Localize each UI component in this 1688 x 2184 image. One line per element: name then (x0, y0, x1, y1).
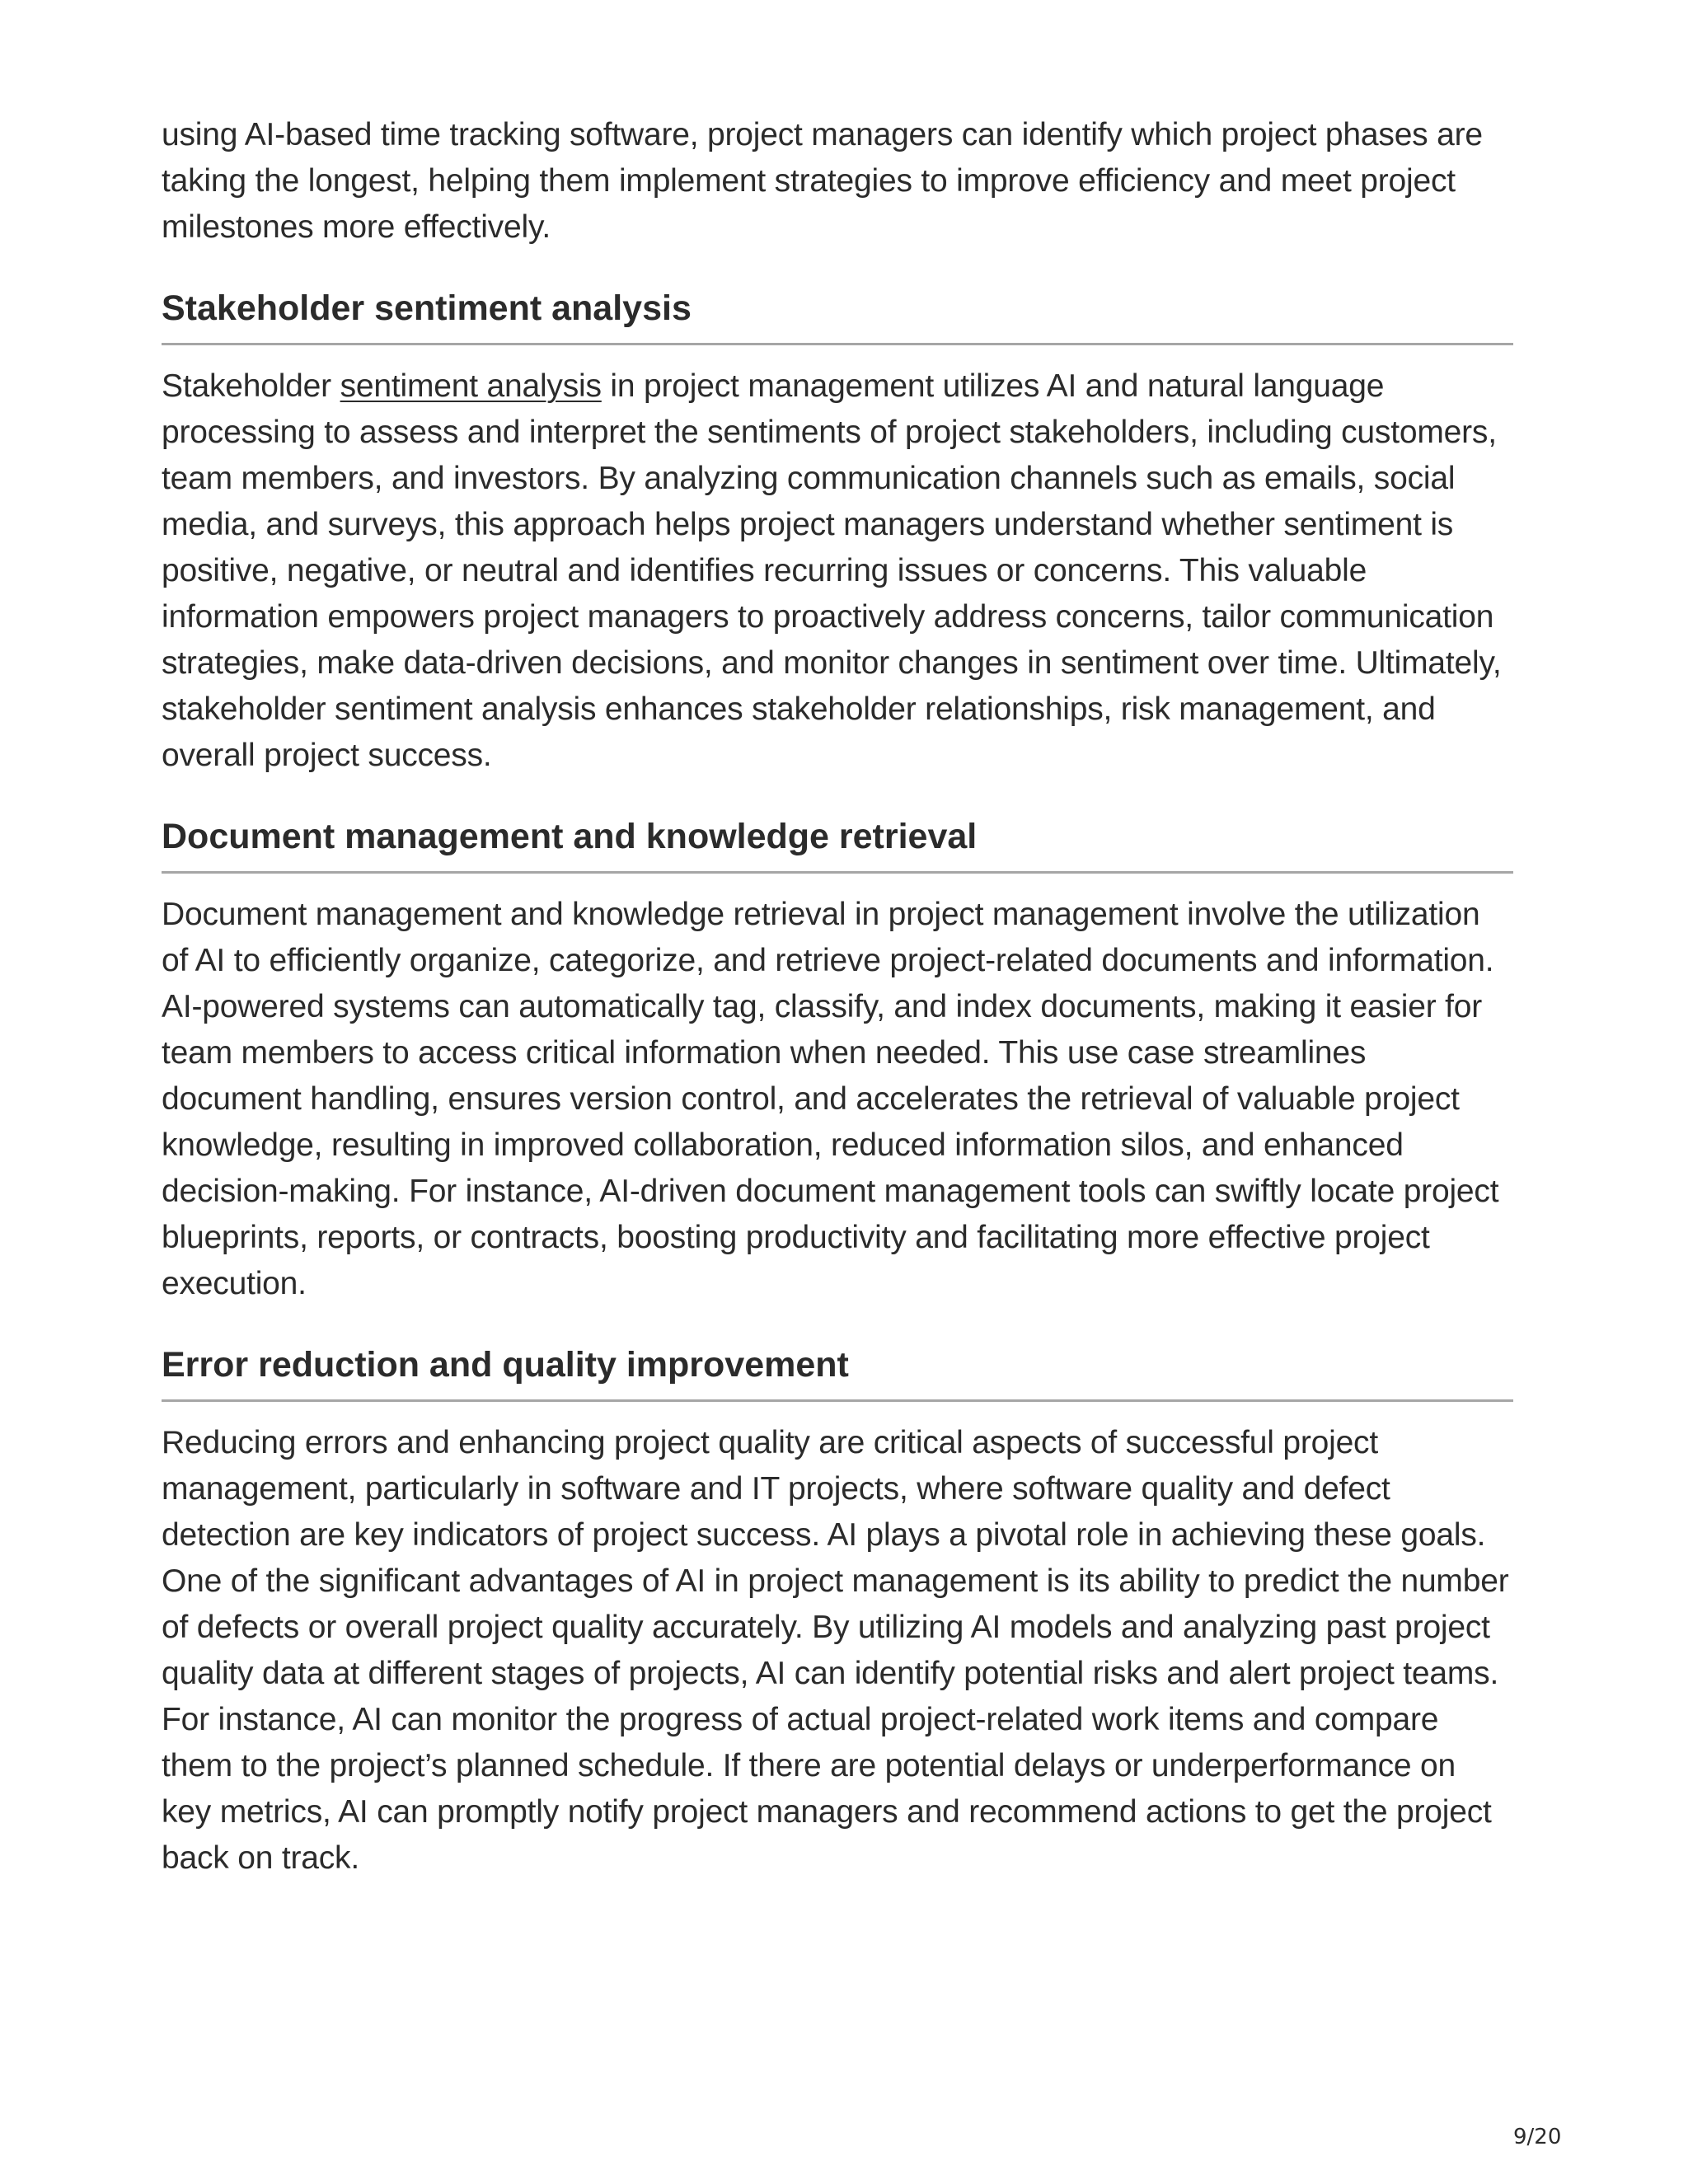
sentiment-analysis-link[interactable]: sentiment analysis (340, 368, 602, 404)
section-heading: Stakeholder sentiment analysis (162, 285, 1513, 345)
section-error-reduction (162, 1342, 1513, 1882)
section-heading: Error reduction and quality improvement (162, 1342, 1513, 1402)
section-paragraph (162, 363, 1513, 779)
page-number: 9/20 (1513, 2125, 1562, 2149)
section-paragraph: Document management and knowledge retrieval in project management involve the utilization of AI to efficiently organize, categorize, and retrieve project-related documents and information. AI-powered systems can automatically tag, classify, and index documents, making it easier for team members to access critical information when needed. This use case streamlines document handling, ensures version control, and accelerates the retrieval of valuable project knowledge, resulting in improved collaboration, reduced information silos, and enhanced decision-making. For instance, AI-driven document management tools can swiftly locate project blueprints, reports, or contracts, boosting productivity and facilitating more effective project execution. (162, 897, 1499, 1301)
intro-paragraph: using AI-based time tracking software, project managers can identify which project phases are taking the longest, helping them implement strategies to improve efficiency and meet project milestones more effectively. (162, 117, 1483, 245)
section-stakeholder-sentiment (162, 285, 1513, 779)
section-paragraph: Reducing errors and enhancing project quality are critical aspects of successful project management, particularly in software and IT projects, where software quality and defect detection are key indicators of project success. AI plays a pivotal role in achieving these goals. One of the significant advantages of AI in project management is its ability to predict the number of defects or overall project quality accurately. By utilizing AI models and analyzing past project quality data at different stages of projects, AI can identify potential risks and alert project teams. For instance, AI can monitor the progress of actual project-related work items and compare them to the project’s planned schedule. If there are potential delays or underperformance on key metrics, AI can promptly notify project managers and recommend actions to get the project back on track. (162, 1425, 1509, 1876)
section-document-management (162, 813, 1513, 1307)
paragraph-text: Stakeholder (162, 368, 340, 404)
section-heading: Document management and knowledge retrieval (162, 813, 1513, 874)
article-content (162, 112, 1513, 1882)
paragraph-text: in project management utilizes AI and natural language processing to assess and interpret the sentiments of project stakeholders, including customers, team members, and investors. By analyzing communication channels such as emails, social media, and surveys, this approach helps project managers understand whether sentiment is positive, negative, or neutral and identifies recurring issues or concerns. This valuable information empowers project managers to proactively address concerns, tailor communication strategies, make data-driven decisions, and monitor changes in sentiment over time. Ultimately, stakeholder sentiment analysis enhances stakeholder relationships, risk management, and overall project success. (162, 368, 1502, 773)
